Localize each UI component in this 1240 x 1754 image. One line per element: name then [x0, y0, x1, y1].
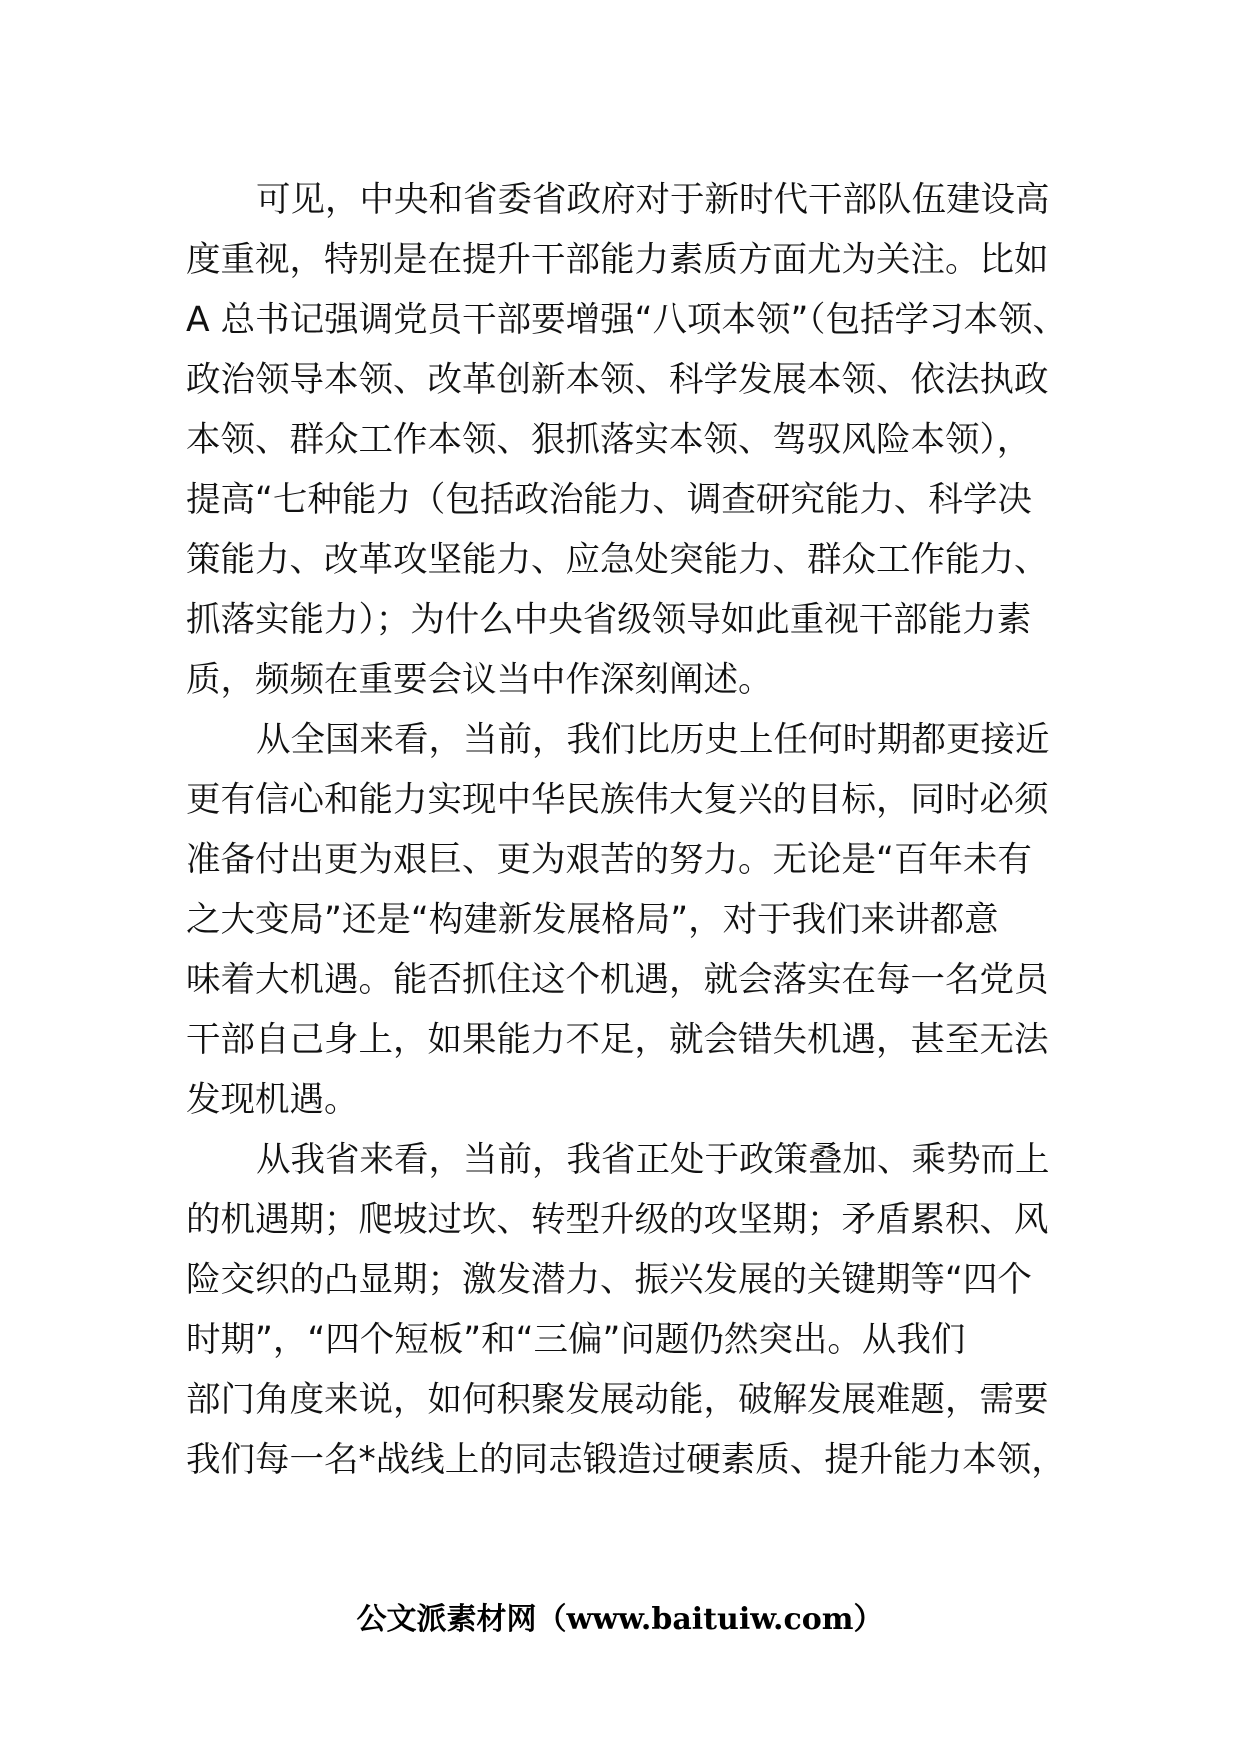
paragraph-2-line-1: 从全国来看，当前，我们比历史上任何时期都更接近	[256, 720, 1050, 760]
paragraph-2-line-3: 准备付出更为艰巨、更为艰苦的努力。无论是“百年未有	[186, 840, 1032, 880]
paragraph-1-line-9: 质，频频在重要会议当中作深刻阐述。	[186, 660, 773, 700]
paragraph-3-line-6: 我们每一名*战线上的同志锻造过硬素质、提升能力本领，	[186, 1440, 1066, 1480]
paragraph-2-line-6: 干部自己身上，如果能力不足，就会错失机遇，甚至无法	[186, 1020, 1049, 1060]
paragraph-2-line-4: 之大变局”还是“构建新发展格局”，对于我们来讲都意	[186, 900, 999, 940]
paragraph-1-line-8: 抓落实能力）；为什么中央省级领导如此重视干部能力素	[186, 600, 1032, 640]
paragraph-3-line-4: 时期”，“四个短板”和“三偏”问题仍然突出。从我们	[186, 1320, 966, 1360]
paragraph-3-line-5: 部门角度来说，如何积聚发展动能，破解发展难题，需要	[186, 1380, 1049, 1420]
paragraph-3-line-2: 的机遇期；爬坡过坎、转型升级的攻坚期；矛盾累积、风	[186, 1200, 1049, 1240]
paragraph-3-line-1: 从我省来看，当前，我省正处于政策叠加、乘势而上	[256, 1140, 1050, 1180]
paragraph-1-line-2: 度重视，特别是在提升干部能力素质方面尤为关注。比如	[186, 240, 1049, 280]
paragraph-1-line-3: A 总书记强调党员干部要增强“八项本领”（包括学习本领、	[186, 300, 1068, 340]
footer-source-text: 公文派素材网（www.baituiw.com）	[356, 1602, 884, 1637]
paragraph-1-line-7: 策能力、改革攻坚能力、应急处突能力、群众工作能力、	[186, 540, 1049, 580]
paragraph-1-line-4: 政治领导本领、改革创新本领、科学发展本领、依法执政	[186, 360, 1049, 400]
paragraph-1-line-1: 可见，中央和省委省政府对于新时代干部队伍建设高	[256, 180, 1050, 220]
paragraph-1-line-6: 提高“七种能力（包括政治能力、调查研究能力、科学决	[186, 480, 1032, 520]
paragraph-2-line-5: 味着大机遇。能否抓住这个机遇，就会落实在每一名党员	[186, 960, 1049, 1000]
paragraph-2-line-2: 更有信心和能力实现中华民族伟大复兴的目标，同时必须	[186, 780, 1049, 820]
paragraph-1-line-5: 本领、群众工作本领、狠抓落实本领、驾驭风险本领），	[186, 420, 1032, 460]
paragraph-3-line-3: 险交织的凸显期；激发潜力、振兴发展的关键期等“四个	[186, 1260, 1032, 1300]
paragraph-2-line-7: 发现机遇。	[186, 1080, 359, 1120]
